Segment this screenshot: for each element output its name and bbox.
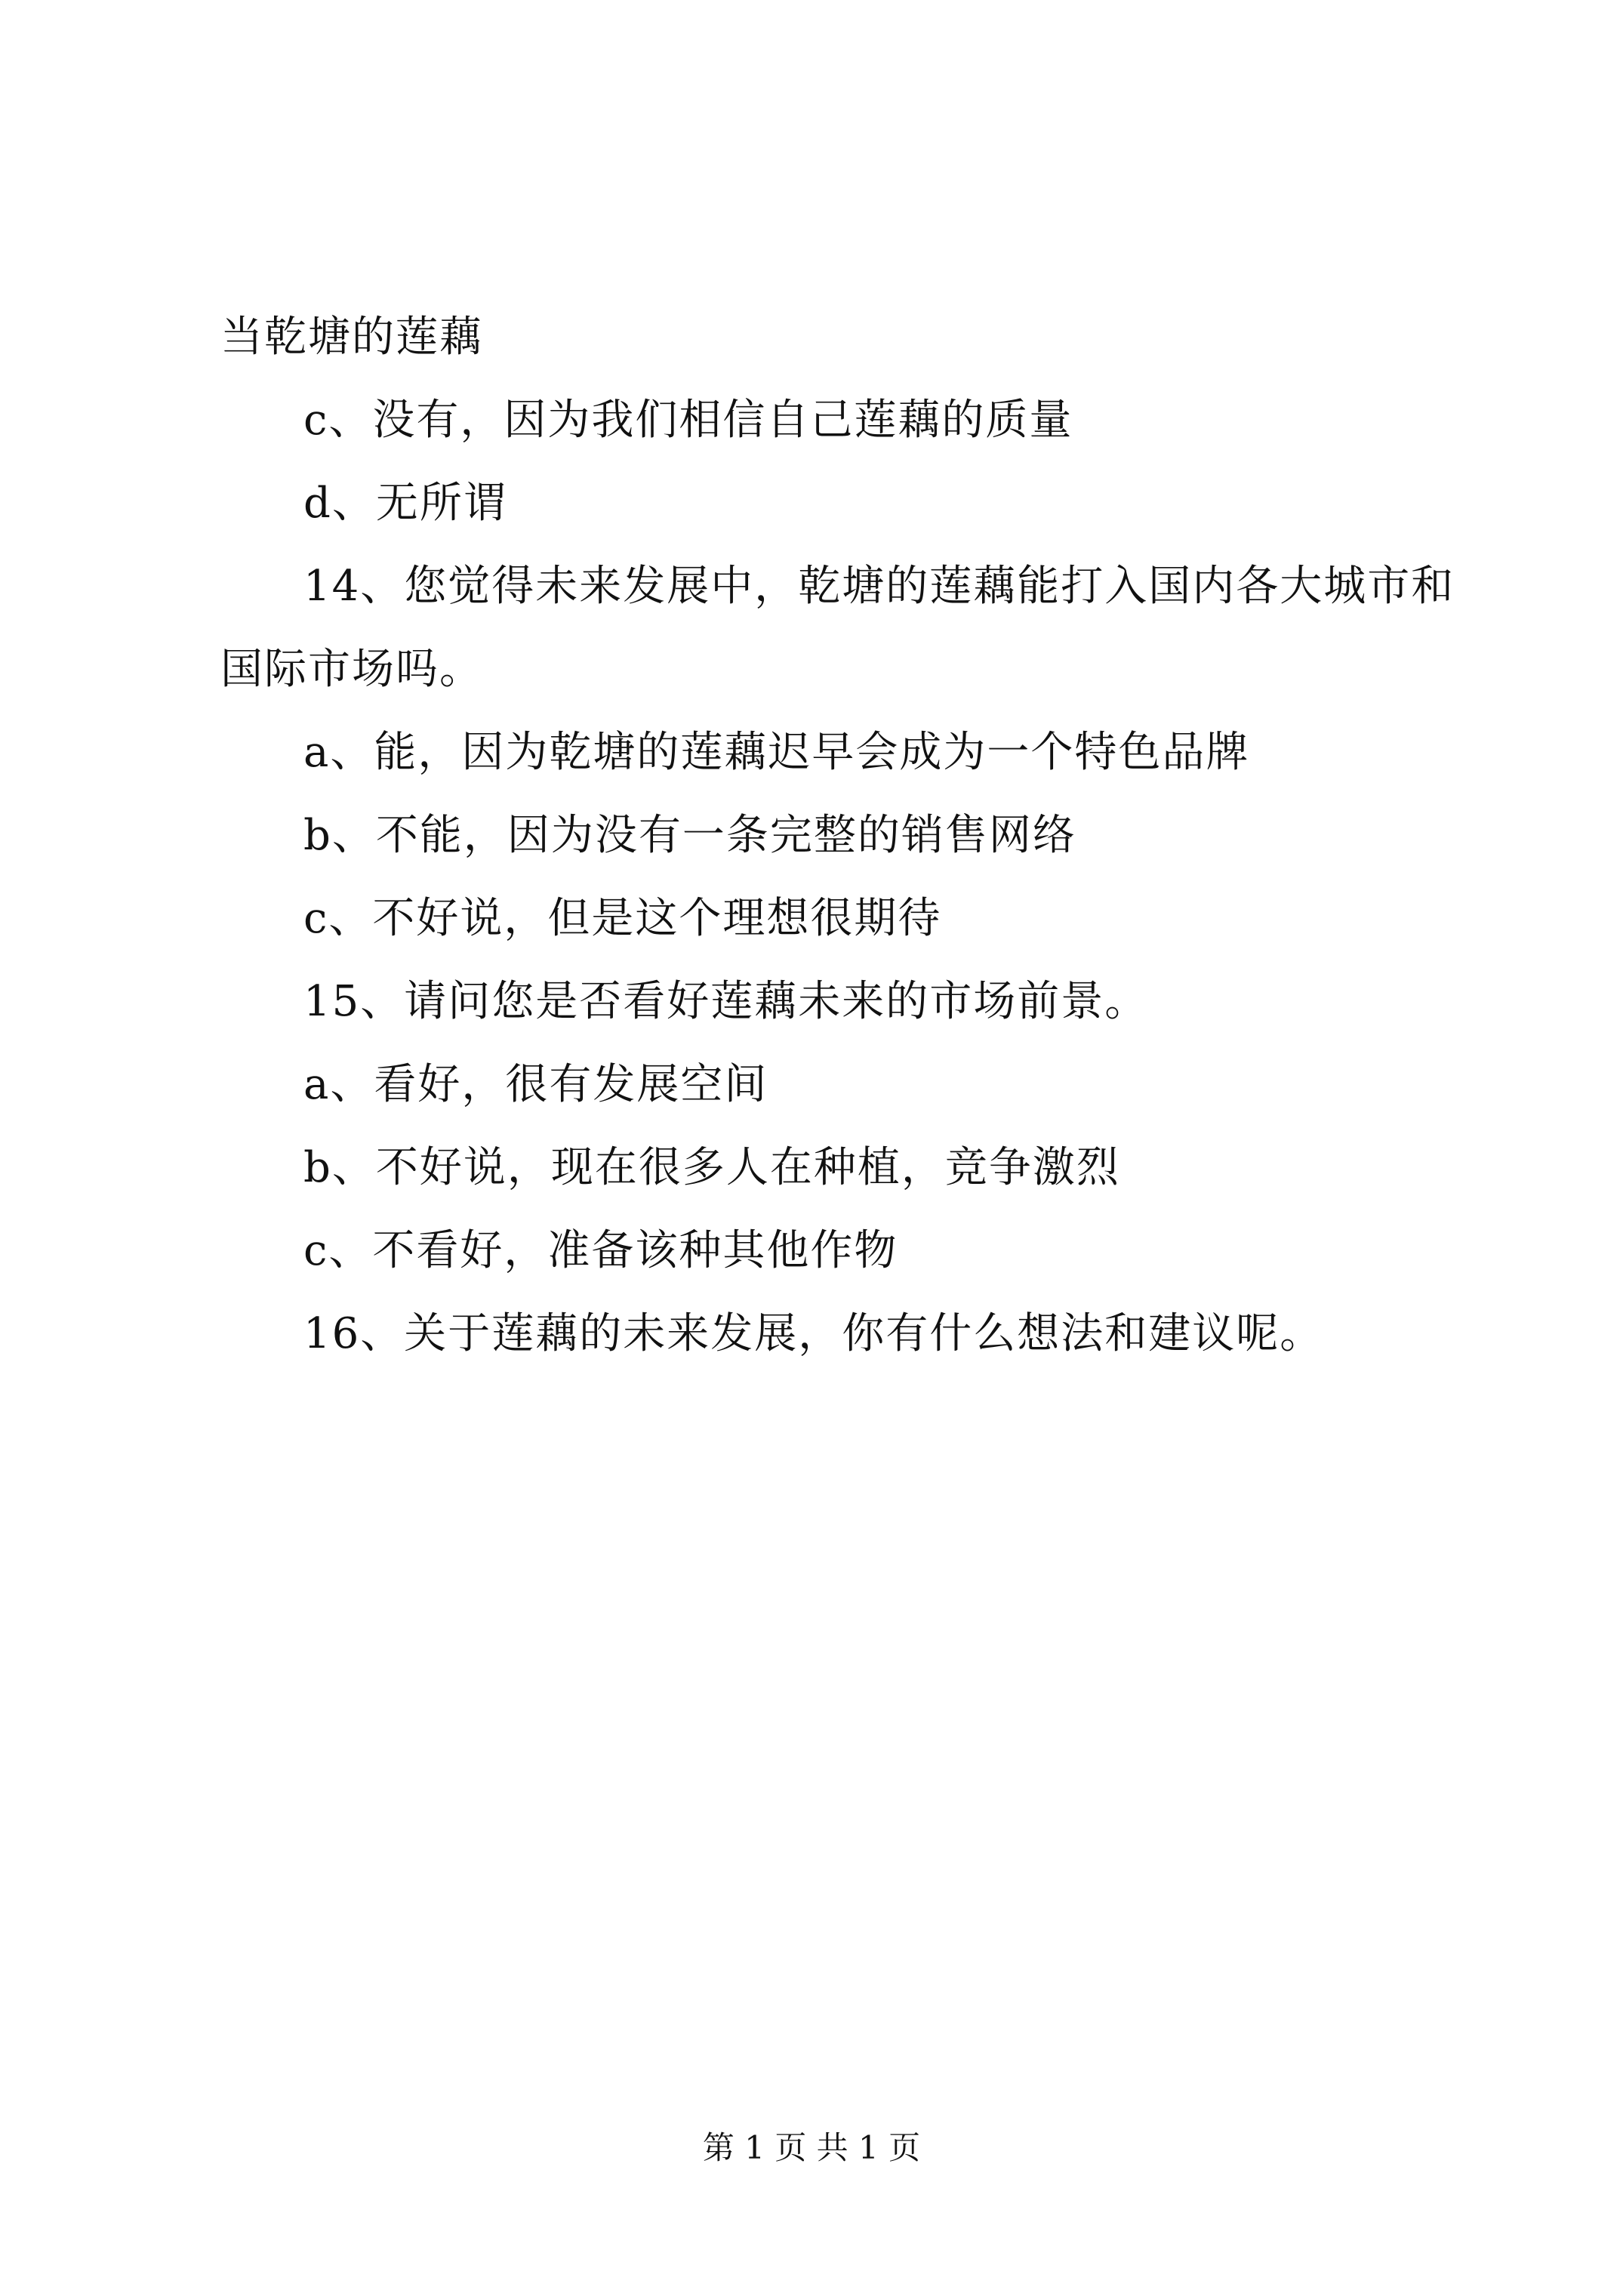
option-c-line: c、不好说，但是这个理想很期待 xyxy=(303,894,942,943)
option-c-line: c、没有，因为我们相信自己莲藕的质量 xyxy=(303,396,1073,445)
question-14-line: 14、您觉得未来发展中，乾塘的莲藕能打入国内各大城市和 xyxy=(303,562,1455,611)
option-a-line: a、能，因为乾塘的莲藕迟早会成为一个特色品牌 xyxy=(303,728,1250,777)
question-16-line: 16、关于莲藕的未来发展，你有什么想法和建议呢。 xyxy=(303,1309,1324,1358)
page-number-footer: 第 1 页 共 1 页 xyxy=(702,2129,921,2166)
question-14-continuation: 国际市场吗。 xyxy=(220,645,483,694)
option-b-line: b、不能，因为没有一条完整的销售网络 xyxy=(303,811,1076,860)
option-d-line: d、无所谓 xyxy=(303,479,507,528)
option-a-line: a、看好，很有发展空间 xyxy=(303,1060,768,1109)
body-line-continuation: 当乾塘的莲藕 xyxy=(220,313,483,362)
option-b-line: b、不好说，现在很多人在种植，竞争激烈 xyxy=(303,1143,1120,1192)
option-c-line: c、不看好，准备该种其他作物 xyxy=(303,1226,898,1275)
question-15-line: 15、请问您是否看好莲藕未来的市场前景。 xyxy=(303,977,1149,1026)
